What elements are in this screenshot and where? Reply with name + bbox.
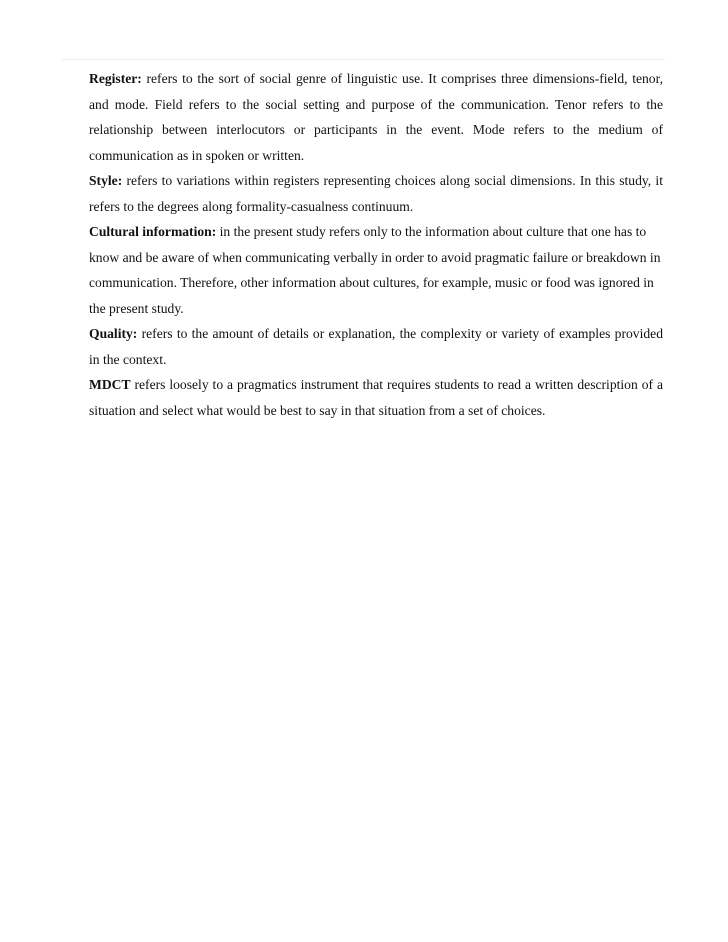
definition-cultural-information <box>89 219 663 321</box>
definition-term: Cultural information: <box>89 224 217 239</box>
definition-quality <box>89 321 663 372</box>
definition-text: refers to variations within registers representing choices along social dimensions. In this study, it refers to the degrees along formality-casualness continuum. <box>89 173 663 214</box>
definition-register <box>89 66 663 168</box>
definition-text: refers to the amount of details or explanation, the complexity or variety of examples provided in the context. <box>89 326 663 367</box>
definition-term: Quality: <box>89 326 138 341</box>
definition-mdct <box>89 372 663 423</box>
definition-term: MDCT <box>89 377 131 392</box>
definition-term: Register: <box>89 71 142 86</box>
document-body <box>89 66 663 423</box>
definition-term: Style: <box>89 173 123 188</box>
definition-text: in the present study refers only to the information about culture that one has to know and be aware of when communicating verbally in order to avoid pragmatic failure or breakdown in communication. Therefore, other information about cultures, for example, music or food was ignored in the present study. <box>89 224 661 316</box>
definition-text: refers loosely to a pragmatics instrument that requires students to read a written description of a situation and select what would be best to say in that situation from a set of choices. <box>89 377 663 418</box>
definition-text: refers to the sort of social genre of linguistic use. It comprises three dimensions-field, tenor, and mode. Field refers to the social setting and purpose of the communication. Tenor refers to the relationship between interlocutors or participants in the event. Mode refers to the medium of communication as in spoken or written. <box>89 71 663 163</box>
definition-style <box>89 168 663 219</box>
page-top-rule <box>62 59 665 60</box>
